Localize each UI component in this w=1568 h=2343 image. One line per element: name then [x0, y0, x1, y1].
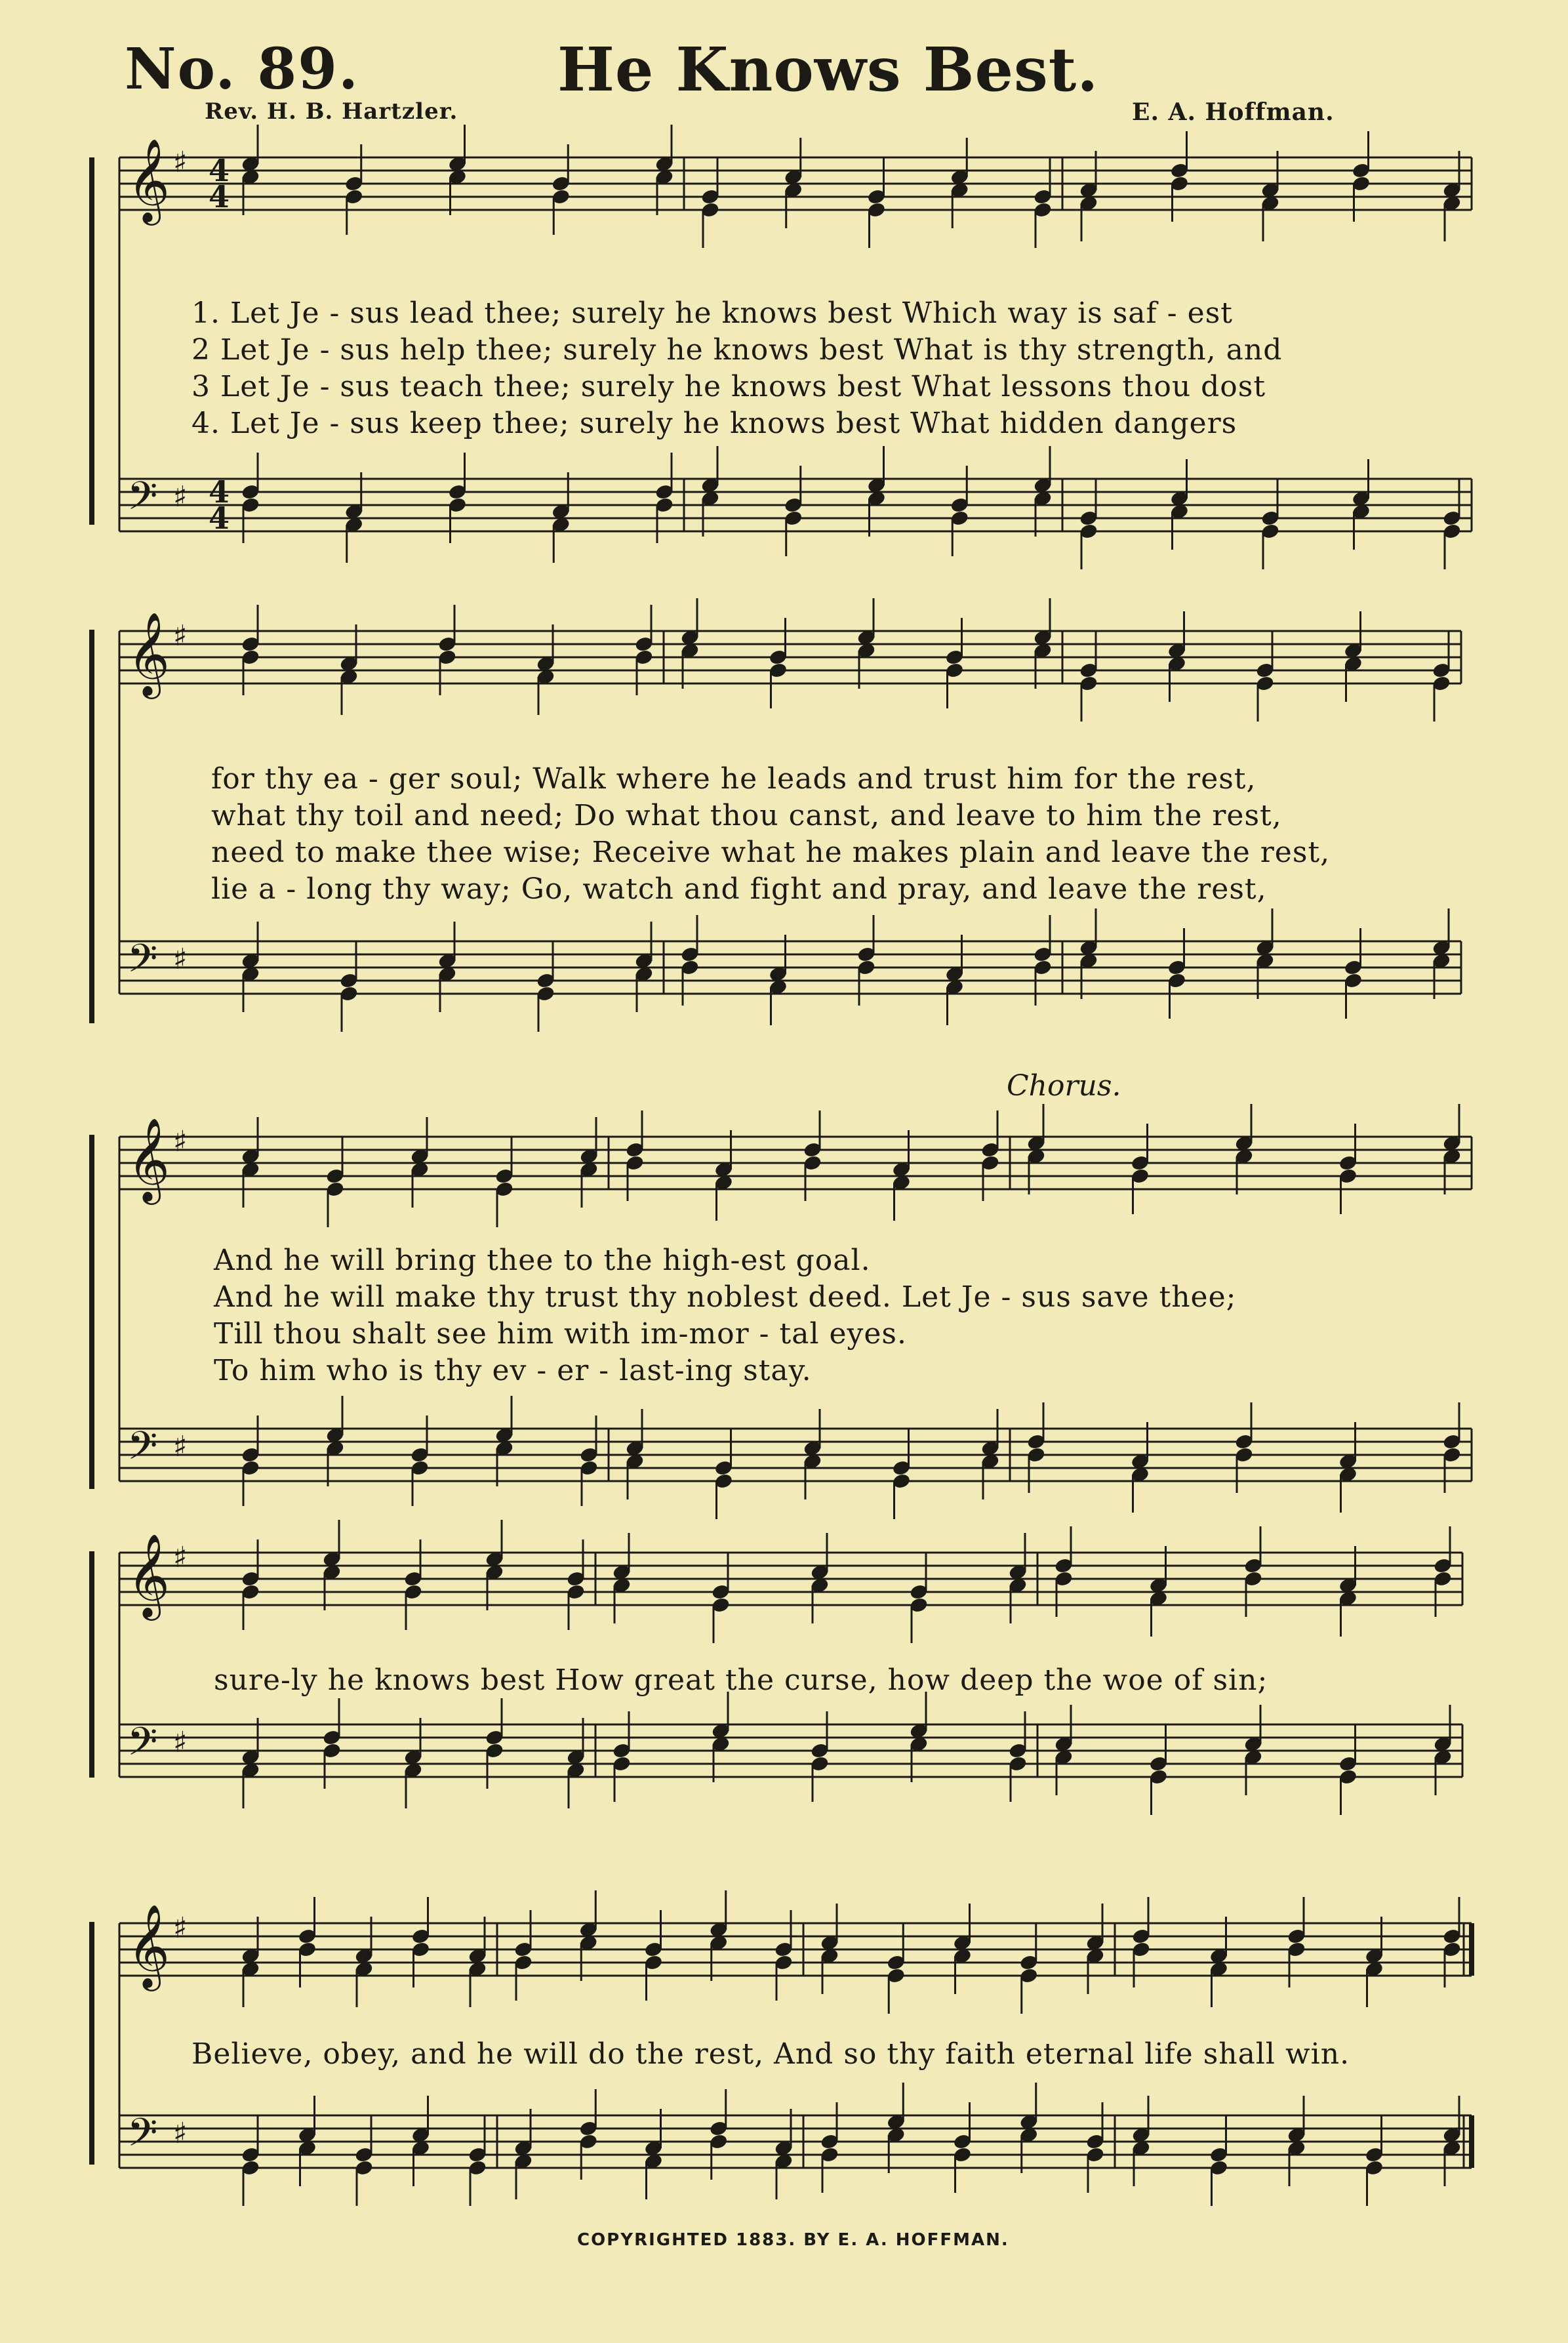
verse-line-4: lie a - long thy way; Go, watch and fight and pray, and leave the rest,	[211, 872, 1267, 906]
treble-clef-icon: 𝄞	[127, 1533, 171, 1617]
time-signature-digit: 4	[209, 153, 230, 188]
sharp-key-signature-icon: ♯	[173, 1541, 188, 1574]
sharp-key-signature-icon: ♯	[173, 1911, 188, 1945]
sharp-key-signature-icon: ♯	[173, 2117, 188, 2150]
verse-line-3: need to make thee wise; Receive what he makes plain and leave the rest,	[211, 836, 1331, 869]
treble-clef-icon: 𝄞	[127, 611, 171, 695]
lyricist-credit: Rev. H. B. Hartzler.	[205, 98, 458, 125]
verse-line-1: And he will bring thee to the high-est goal.	[214, 1244, 871, 1277]
composer-credit: E. A. Hoffman.	[1132, 98, 1335, 126]
treble-staff	[119, 1137, 1472, 1189]
bass-staff	[119, 2115, 1472, 2168]
sharp-key-signature-icon: ♯	[173, 1430, 188, 1463]
verse-line-1: 1. Let Je - sus lead thee; surely he knows best Which way is saf - est	[191, 296, 1233, 330]
hymn-title: He Knows Best.	[557, 34, 1099, 105]
verse-line-3: 3 Let Je - sus teach thee; surely he knows best What lessons thou dost	[191, 370, 1266, 403]
sharp-key-signature-icon: ♯	[173, 146, 188, 179]
hymn-number: No. 89.	[125, 36, 359, 102]
time-signature-digit: 4	[209, 474, 230, 510]
verse-line-2: what thy toil and need; Do what thou canst, and leave to him the rest,	[211, 799, 1282, 832]
treble-clef-icon: 𝄞	[127, 1117, 171, 1201]
time-signature-digit: 4	[209, 179, 230, 214]
verse-line-2: 2 Let Je - sus help thee; surely he knows best What is thy strength, and	[191, 333, 1283, 367]
sharp-key-signature-icon: ♯	[173, 480, 188, 514]
verse-line-1: for thy ea - ger soul; Walk where he leads and trust him for the rest,	[211, 762, 1256, 796]
bass-clef-icon: 𝄢	[127, 1423, 158, 1478]
bass-clef-icon: 𝄢	[127, 935, 158, 990]
treble-clef-icon: 𝄞	[127, 138, 171, 222]
bass-staff	[119, 1429, 1472, 1481]
chorus-label: Chorus.	[1007, 1069, 1121, 1103]
treble-staff	[119, 1923, 1472, 1976]
bass-clef-icon: 𝄢	[127, 473, 158, 528]
sharp-key-signature-icon: ♯	[173, 943, 188, 976]
bass-clef-icon: 𝄢	[127, 2109, 158, 2165]
sharp-key-signature-icon: ♯	[173, 1125, 188, 1158]
treble-clef-icon: 𝄞	[127, 1904, 171, 1987]
time-signature-digit: 4	[209, 500, 230, 536]
verse-line-4: 4. Let Je - sus keep thee; surely he knows best What hidden dangers	[191, 407, 1237, 440]
sharp-key-signature-icon: ♯	[173, 619, 188, 653]
chorus-lyric-line: Believe, obey, and he will do the rest, And so thy faith eternal life shall win.	[191, 2037, 1350, 2071]
verse-line-4: To him who is thy ev - er - last-ing stay.	[214, 1354, 812, 1387]
bass-clef-icon: 𝄢	[127, 1719, 158, 1774]
sharp-key-signature-icon: ♯	[173, 1726, 188, 1759]
copyright-notice: COPYRIGHTED 1883. BY E. A. HOFFMAN.	[577, 2230, 1009, 2250]
verse-line-2: And he will make thy trust thy noblest deed. Let Je - sus save thee;	[214, 1280, 1237, 1314]
verse-line-3: Till thou shalt see him with im-mor - tal eyes.	[214, 1317, 908, 1351]
chorus-lyric-line: sure-ly he knows best How great the curse, how deep the woe of sin;	[214, 1663, 1268, 1697]
